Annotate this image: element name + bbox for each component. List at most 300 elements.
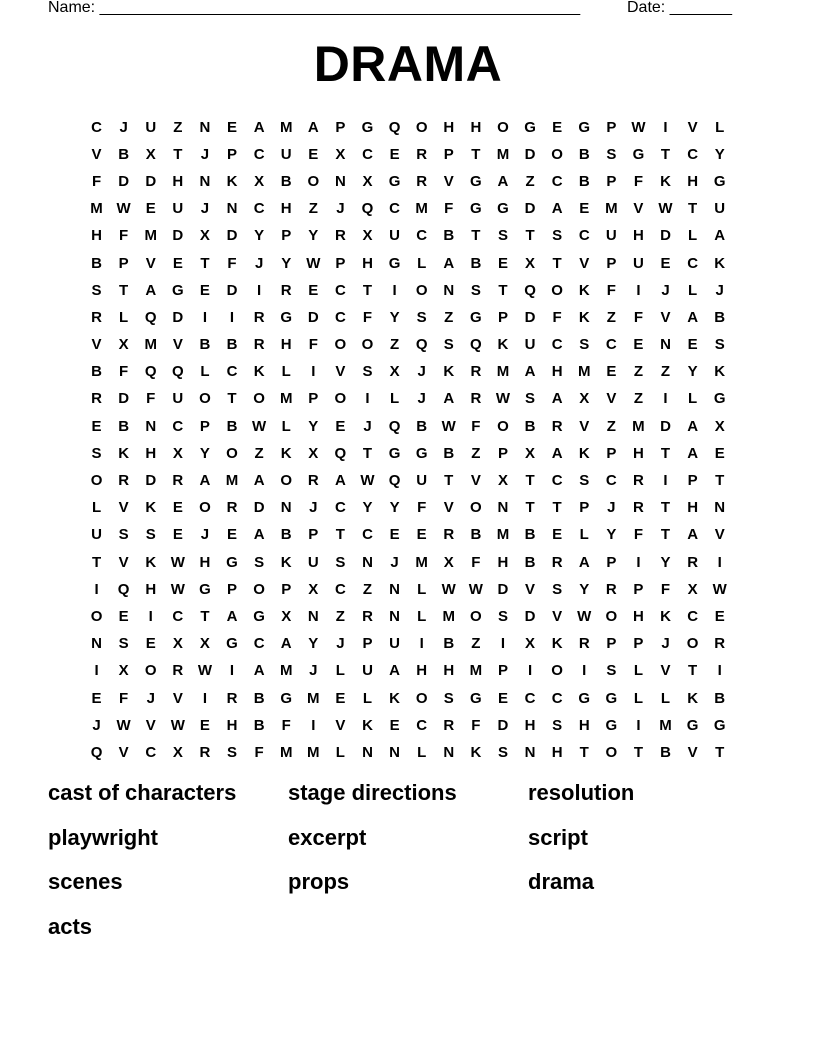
grid-letter: P (606, 553, 617, 571)
grid-letter: K (578, 308, 590, 326)
grid-letter: Z (525, 172, 535, 190)
grid-letter: V (145, 254, 156, 272)
grid-letter: B (253, 716, 265, 734)
grid-letter: P (633, 580, 644, 598)
grid-letter: O (497, 118, 509, 136)
grid-letter: D (145, 172, 157, 190)
grid-letter: N (714, 499, 726, 517)
grid-letter: B (578, 145, 590, 163)
grid-letter: W (631, 118, 646, 136)
grid-letter: F (254, 743, 264, 761)
grid-letter: B (253, 689, 265, 707)
grid-letter: G (280, 308, 293, 326)
grid-letter: F (471, 417, 481, 435)
grid-letter: B (91, 254, 102, 272)
grid-letter: Y (254, 227, 265, 245)
grid-letter: W (170, 553, 185, 571)
grid-row (83, 304, 734, 331)
grid-letter: C (389, 200, 400, 218)
grid-letter: E (227, 118, 238, 136)
grid-letter: D (226, 227, 238, 245)
grid-letter: E (687, 336, 698, 354)
grid-letter: A (687, 308, 699, 326)
grid-letter: Z (389, 336, 400, 354)
grid-letter: V (470, 472, 481, 490)
grid-letter: E (579, 200, 590, 218)
grid-letter: L (688, 227, 698, 245)
grid-letter: G (497, 200, 509, 218)
grid-letter: E (714, 607, 725, 625)
word-list-item: acts (48, 914, 93, 940)
grid-letter: E (227, 526, 238, 544)
grid-letter: F (606, 281, 616, 299)
grid-letter: Z (362, 580, 373, 598)
grid-letter: P (227, 580, 238, 598)
grid-letter: X (308, 444, 319, 462)
grid-letter: Z (471, 444, 481, 462)
grid-letter: V (606, 390, 617, 408)
grid-letter: G (226, 635, 238, 653)
grid-letter: U (145, 118, 157, 136)
name-line: Name: ______________________________________________________ (48, 0, 581, 16)
grid-letter: O (280, 472, 293, 490)
grid-row (83, 141, 734, 168)
grid-letter: L (633, 662, 643, 680)
grid-letter: C (334, 308, 346, 326)
grid-letter: K (226, 172, 238, 190)
grid-letter: X (389, 363, 400, 381)
grid-letter: F (91, 172, 102, 190)
grid-letter: D (118, 390, 130, 408)
grid-letter: K (145, 553, 157, 571)
grid-letter: P (362, 635, 373, 653)
grid-letter: L (335, 662, 345, 680)
grid-letter: M (469, 662, 483, 680)
grid-letter: E (389, 716, 400, 734)
grid-letter: J (254, 254, 264, 272)
word-list-item: excerpt (288, 824, 367, 850)
grid-letter: T (552, 499, 562, 517)
grid-letter: Z (173, 118, 183, 136)
grid-letter: U (389, 635, 400, 653)
grid-letter: A (687, 444, 699, 462)
grid-letter: T (498, 281, 508, 299)
grid-letter: C (334, 499, 346, 517)
grid-letter: J (363, 417, 372, 435)
grid-letter: P (308, 390, 319, 408)
grid-letter: L (688, 281, 698, 299)
grid-letter: F (119, 689, 129, 707)
grid-letter: W (577, 607, 592, 625)
grid-letter: T (660, 526, 671, 544)
grid-letter: S (579, 336, 590, 354)
grid-letter: B (280, 172, 292, 190)
grid-row (83, 739, 734, 766)
grid-letter: T (471, 227, 481, 245)
grid-letter: E (91, 417, 102, 435)
grid-letter: K (145, 499, 157, 517)
grid-letter: O (253, 390, 265, 408)
grid-letter: V (118, 743, 129, 761)
worksheet-header (48, 0, 748, 20)
grid-letter: O (551, 662, 563, 680)
grid-letter: T (173, 145, 183, 163)
grid-letter: X (172, 743, 183, 761)
grid-letter: Z (254, 444, 264, 462)
grid-letter: C (334, 281, 346, 299)
grid-letter: P (606, 118, 617, 136)
grid-letter: G (470, 200, 482, 218)
grid-letter: K (470, 743, 482, 761)
grid-letter: E (199, 281, 210, 299)
grid-letter: B (91, 363, 102, 381)
grid-letter: V (660, 308, 671, 326)
grid-letter: E (497, 254, 508, 272)
grid-letter: R (172, 472, 184, 490)
grid-letter: X (362, 227, 373, 245)
grid-letter: V (579, 254, 590, 272)
grid-letter: H (145, 580, 157, 598)
grid-letter: G (171, 281, 184, 299)
grid-letter: A (497, 172, 509, 190)
grid-letter: V (443, 172, 454, 190)
grid-letter: J (200, 200, 210, 218)
grid-letter: P (687, 472, 698, 490)
grid-letter: N (497, 499, 509, 517)
grid-letter: G (388, 254, 401, 272)
grid-letter: G (253, 607, 265, 625)
grid-letter: N (91, 635, 102, 653)
grid-letter: U (280, 145, 292, 163)
grid-letter: E (335, 689, 346, 707)
grid-letter: C (524, 689, 536, 707)
grid-letter: V (687, 118, 698, 136)
grid-row (83, 549, 734, 576)
grid-letter: S (497, 607, 508, 625)
grid-letter: O (470, 499, 482, 517)
grid-letter: B (714, 308, 726, 326)
grid-letter: O (605, 743, 618, 761)
grid-letter: O (686, 635, 699, 653)
grid-letter: D (497, 716, 509, 734)
grid-letter: H (551, 743, 563, 761)
grid-letter: T (579, 743, 589, 761)
grid-letter: U (416, 472, 428, 490)
grid-letter: J (119, 118, 128, 136)
grid-letter: F (471, 716, 481, 734)
grid-letter: Q (470, 336, 482, 354)
grid-row (83, 440, 734, 467)
grid-letter: M (496, 526, 510, 544)
grid-letter: Y (308, 635, 319, 653)
grid-letter: J (417, 390, 426, 408)
grid-letter: L (715, 118, 725, 136)
grid-letter: Q (334, 444, 347, 462)
grid-letter: Z (660, 363, 671, 381)
grid-letter: L (200, 363, 210, 381)
grid-letter: R (416, 145, 428, 163)
grid-letter: A (714, 227, 726, 245)
grid-letter: A (280, 635, 292, 653)
grid-letter: T (525, 472, 535, 490)
grid-letter: W (441, 417, 456, 435)
grid-letter: Z (308, 200, 318, 218)
grid-letter: W (360, 472, 375, 490)
grid-letter: E (145, 635, 156, 653)
grid-letter: P (579, 499, 590, 517)
grid-letter: L (579, 526, 589, 544)
grid-letter: R (687, 553, 699, 571)
grid-letter: R (362, 607, 373, 625)
grid-row (83, 250, 734, 277)
grid-letter: O (415, 118, 428, 136)
grid-letter: N (389, 743, 400, 761)
grid-letter: D (524, 308, 536, 326)
grid-letter: T (227, 390, 237, 408)
grid-letter: C (172, 417, 184, 435)
grid-letter: R (199, 743, 211, 761)
grid-letter: B (470, 526, 482, 544)
grid-letter: B (443, 227, 455, 245)
grid-letter: S (443, 336, 454, 354)
grid-letter: L (389, 390, 400, 408)
date-line: Date: _______ (627, 0, 732, 16)
grid-letter: T (552, 254, 562, 272)
grid-letter: P (443, 145, 454, 163)
grid-letter: Z (606, 417, 616, 435)
grid-letter: G (713, 716, 726, 734)
grid-letter: L (335, 743, 345, 761)
grid-letter: I (663, 118, 668, 136)
grid-letter: G (470, 689, 482, 707)
grid-letter: R (578, 635, 590, 653)
grid-letter: L (417, 580, 427, 598)
grid-letter: Y (308, 227, 319, 245)
grid-letter: T (444, 472, 454, 490)
grid-letter: C (551, 172, 563, 190)
grid-letter: C (551, 689, 563, 707)
grid-letter: V (91, 336, 102, 354)
grid-letter: E (199, 716, 210, 734)
grid-letter: G (226, 553, 238, 571)
grid-letter: G (388, 444, 401, 462)
grid-letter: C (226, 363, 238, 381)
grid-letter: X (172, 635, 183, 653)
grid-letter: I (229, 662, 235, 680)
grid-letter: M (279, 390, 293, 408)
grid-letter: R (633, 499, 644, 517)
grid-letter: I (229, 308, 235, 326)
grid-row (83, 685, 734, 712)
grid-letter: M (279, 743, 293, 761)
grid-letter: V (552, 607, 563, 625)
grid-letter: O (334, 390, 347, 408)
grid-letter: Z (606, 308, 616, 326)
grid-letter: A (443, 390, 455, 408)
grid-letter: C (334, 580, 346, 598)
grid-letter: A (253, 526, 265, 544)
grid-letter: G (388, 172, 401, 190)
grid-letter: N (443, 281, 455, 299)
grid-letter: L (417, 743, 427, 761)
grid-letter: E (497, 689, 508, 707)
grid-letter: R (253, 336, 265, 354)
grid-letter: Q (388, 417, 401, 435)
grid-letter: I (636, 716, 641, 734)
grid-letter: K (280, 444, 292, 462)
grid-letter: I (663, 472, 668, 490)
word-search-grid (83, 114, 734, 767)
grid-letter: D (226, 281, 238, 299)
grid-letter: C (145, 743, 157, 761)
grid-letter: T (335, 526, 345, 544)
grid-letter: T (688, 200, 698, 218)
grid-letter: J (336, 200, 345, 218)
grid-letter: V (91, 145, 102, 163)
grid-letter: H (578, 716, 590, 734)
grid-letter: O (144, 662, 157, 680)
grid-letter: W (306, 254, 321, 272)
word-list-item: resolution (528, 780, 635, 805)
grid-letter: A (226, 607, 238, 625)
grid-letter: P (335, 118, 346, 136)
grid-letter: C (253, 200, 265, 218)
grid-letter: F (633, 172, 643, 190)
grid-letter: L (362, 689, 373, 707)
grid-letter: J (715, 281, 724, 299)
grid-letter: S (362, 363, 373, 381)
grid-letter: P (497, 444, 508, 462)
grid-letter: I (636, 281, 641, 299)
grid-letter: X (579, 390, 590, 408)
grid-letter: X (172, 444, 183, 462)
grid-letter: J (661, 281, 670, 299)
grid-letter: T (660, 499, 671, 517)
grid-letter: L (417, 607, 427, 625)
grid-letter: B (714, 689, 726, 707)
grid-letter: Y (281, 254, 292, 272)
grid-letter: A (551, 390, 563, 408)
grid-letter: H (633, 227, 644, 245)
grid-letter: Y (308, 417, 319, 435)
grid-letter: C (416, 227, 428, 245)
grid-letter: X (199, 227, 210, 245)
grid-letter: H (687, 499, 699, 517)
grid-letter: N (660, 336, 671, 354)
grid-letter: G (280, 689, 293, 707)
grid-letter: R (714, 635, 726, 653)
grid-letter: D (524, 607, 536, 625)
grid-letter: G (713, 172, 726, 190)
grid-letter: R (280, 281, 292, 299)
grid-letter: Z (633, 390, 643, 408)
grid-letter: X (118, 336, 129, 354)
grid-letter: G (605, 716, 618, 734)
grid-letter: A (687, 526, 699, 544)
grid-letter: H (551, 363, 563, 381)
grid-letter: Y (660, 553, 671, 571)
grid-letter: B (118, 417, 130, 435)
grid-letter: L (633, 689, 643, 707)
grid-letter: P (308, 526, 319, 544)
grid-letter: J (146, 689, 155, 707)
grid-letter: L (660, 689, 671, 707)
grid-letter: X (145, 145, 156, 163)
grid-letter: F (119, 227, 129, 245)
grid-letter: K (714, 363, 726, 381)
grid-letter: D (145, 472, 157, 490)
grid-letter: T (200, 254, 210, 272)
grid-letter: F (227, 254, 237, 272)
grid-letter: H (280, 200, 292, 218)
grid-letter: I (636, 553, 641, 571)
grid-letter: O (361, 336, 374, 354)
grid-letter: S (552, 580, 563, 598)
grid-letter: I (311, 716, 316, 734)
grid-letter: T (471, 145, 481, 163)
grid-letter: I (527, 662, 533, 680)
grid-letter: S (606, 145, 617, 163)
grid-letter: P (281, 227, 292, 245)
grid-letter: Q (90, 743, 103, 761)
grid-letter: A (253, 118, 265, 136)
grid-letter: T (362, 281, 373, 299)
grid-letter: E (172, 254, 183, 272)
grid-letter: W (712, 580, 727, 598)
grid-letter: A (578, 553, 590, 571)
grid-letter: B (524, 553, 536, 571)
grid-letter: H (443, 662, 455, 680)
grid-letter: Z (335, 607, 345, 625)
grid-letter: H (687, 172, 699, 190)
grid-letter: F (471, 553, 481, 571)
grid-letter: G (578, 689, 591, 707)
grid-letter: B (416, 417, 428, 435)
grid-letter: W (170, 580, 185, 598)
grid-letter: I (202, 689, 207, 707)
word-list-item: props (288, 869, 350, 895)
grid-letter: D (253, 499, 265, 517)
grid-letter: U (633, 254, 644, 272)
grid-letter: T (119, 281, 129, 299)
grid-letter: K (660, 172, 671, 190)
grid-letter: K (578, 444, 590, 462)
grid-letter: V (335, 716, 346, 734)
grid-letter: B (226, 336, 238, 354)
word-list-item: playwright (48, 824, 159, 850)
grid-letter: Y (389, 308, 400, 326)
grid-letter: I (500, 635, 506, 653)
grid-letter: R (253, 308, 265, 326)
grid-letter: V (172, 336, 183, 354)
grid-letter: L (688, 390, 698, 408)
grid-letter: F (417, 499, 427, 517)
grid-letter: Q (144, 363, 157, 381)
grid-letter: R (334, 227, 346, 245)
grid-letter: C (362, 145, 373, 163)
grid-letter: O (605, 607, 618, 625)
grid-row (83, 495, 734, 522)
grid-letter: D (660, 227, 671, 245)
grid-letter: E (308, 281, 319, 299)
grid-letter: K (280, 553, 292, 571)
grid-letter: O (90, 607, 103, 625)
grid-letter: A (551, 444, 563, 462)
grid-row (83, 114, 734, 141)
grid-letter: F (633, 308, 643, 326)
grid-row (83, 413, 734, 440)
grid-letter: W (468, 580, 483, 598)
